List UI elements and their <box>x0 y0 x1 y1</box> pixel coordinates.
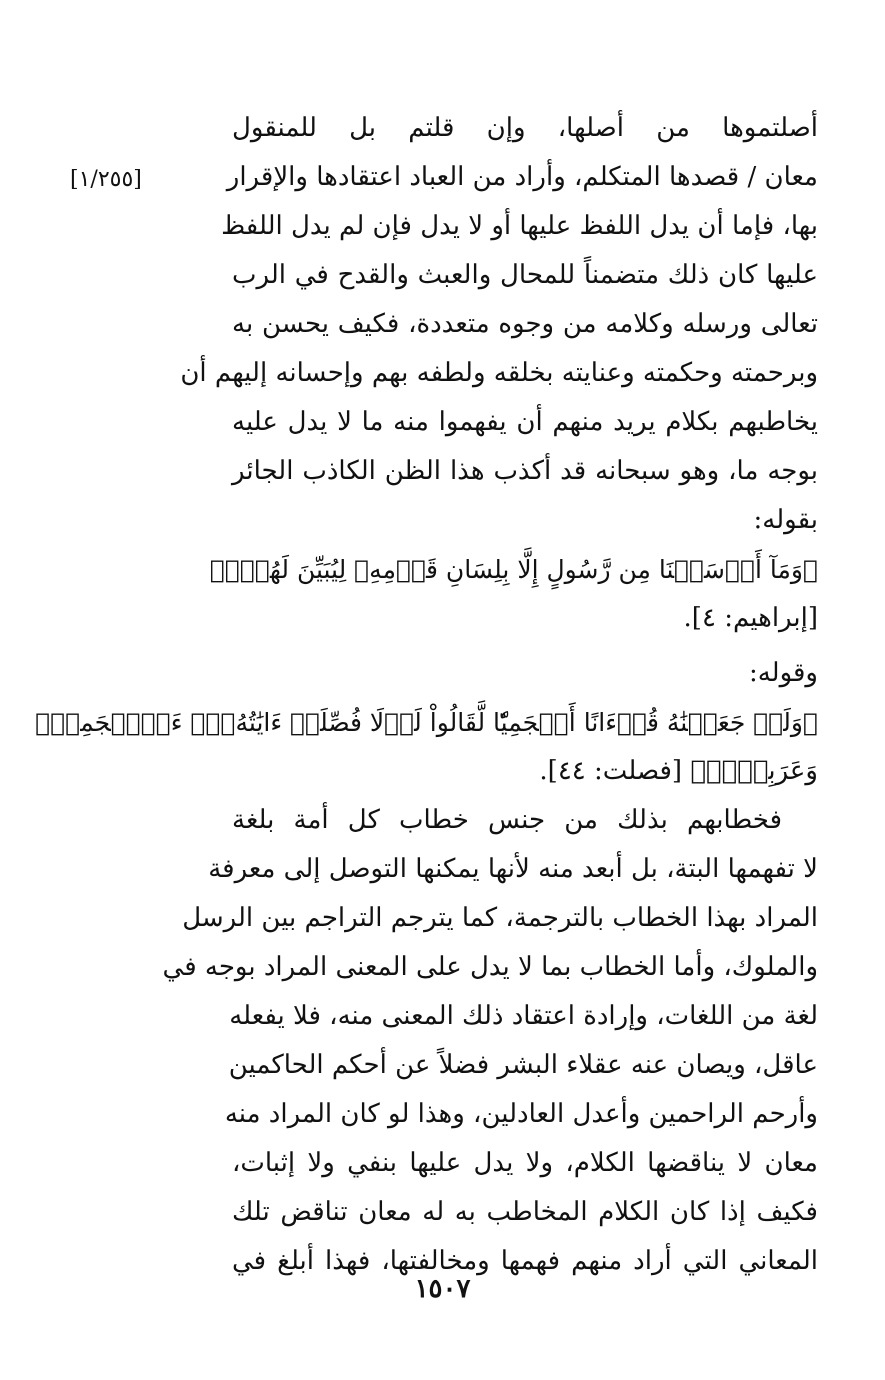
text-line: بوجه ما، وهو سبحانه قد أكذب هذا الظن الكاذب الجائر <box>232 456 818 486</box>
text-line: المعاني التي أراد منهم فهمها ومخالفتها، فهذا أبلغ في <box>232 1246 818 1276</box>
verse-citation-fussilat: وَعَرَبِيّٞۗ﴾ [فصلت: ٤٤]. <box>539 756 818 786</box>
text-line: عاقل، ويصان عنه عقلاء البشر فضلاً عن أحكم الحاكمين <box>228 1050 818 1080</box>
page-number: ١٥٠٧ <box>414 1274 471 1304</box>
text-line: فكيف إذا كان الكلام المخاطب به له معان تناقض تلك <box>232 1197 818 1227</box>
text-line: تعالى ورسله وكلامه من وجوه متعددة، فكيف يحسن به <box>232 309 818 339</box>
text-line: عليها كان ذلك متضمناً للمحال والعبث والقدح في الرب <box>232 260 818 290</box>
text-line: وأرحم الراحمين وأعدل العادلين، وهذا لو كان المراد منه <box>224 1099 818 1129</box>
quran-verse-ibrahim: ﴿وَمَآ أَرۡسَلۡنَا مِن رَّسُولٍ إِلَّا بِلِسَانِ قَوۡمِهِۦ لِيُبَيِّنَ لَهُمۡۖ﴾ <box>209 555 818 584</box>
text-line: والملوك، وأما الخطاب بما لا يدل على المعنى المراد بوجه في <box>162 952 818 982</box>
text-line: أصلتموها من أصلها، وإن قلتم بل للمنقول <box>232 113 818 143</box>
text-line: معان لا يناقضها الكلام، ولا يدل عليها بنفي ولا إثبات، <box>232 1148 818 1178</box>
text-line: المراد بهذا الخطاب بالترجمة، كما يترجم التراجم بين الرسل <box>182 903 818 933</box>
quran-verse-fussilat: ﴿وَلَوۡ جَعَلۡنَٰهُ قُرۡءَانًا أَعۡجَمِيّٗا لَّقَالُواْ لَوۡلَا فُصِّلَتۡ ءَايَٰتُهُۥٓۖ ءَا۬عۡجَمِيّٞ <box>35 708 818 737</box>
text-line: بقوله: <box>753 505 818 535</box>
text-line: لا تفهمها البتة، بل أبعد منه لأنها يمكنها التوصل إلى معرفة <box>208 854 818 884</box>
paragraph-start: فخطابهم بذلك من جنس خطاب كل أمة بلغة <box>232 805 782 835</box>
text-line: بها، فإما أن يدل اللفظ عليها أو لا يدل فإن لم يدل اللفظ <box>221 211 818 241</box>
margin-reference: [١/٢٥٥] <box>70 167 142 192</box>
text-line: لغة من اللغات، وإرادة اعتقاد ذلك المعنى منه، فلا يفعله <box>229 1001 818 1031</box>
text-line: وبرحمته وحكمته وعنايته بخلقه ولطفه بهم وإحسانه إليهم أن <box>180 358 818 388</box>
text-line: يخاطبهم بكلام يريد منهم أن يفهموا منه ما لا يدل عليه <box>232 407 818 437</box>
text-line: معان / قصدها المتكلم، وأراد من العباد اعتقادها والإقرار <box>226 162 818 192</box>
text-line: وقوله: <box>748 658 818 688</box>
verse-citation-ibrahim: [إبراهيم: ٤]. <box>683 603 818 633</box>
